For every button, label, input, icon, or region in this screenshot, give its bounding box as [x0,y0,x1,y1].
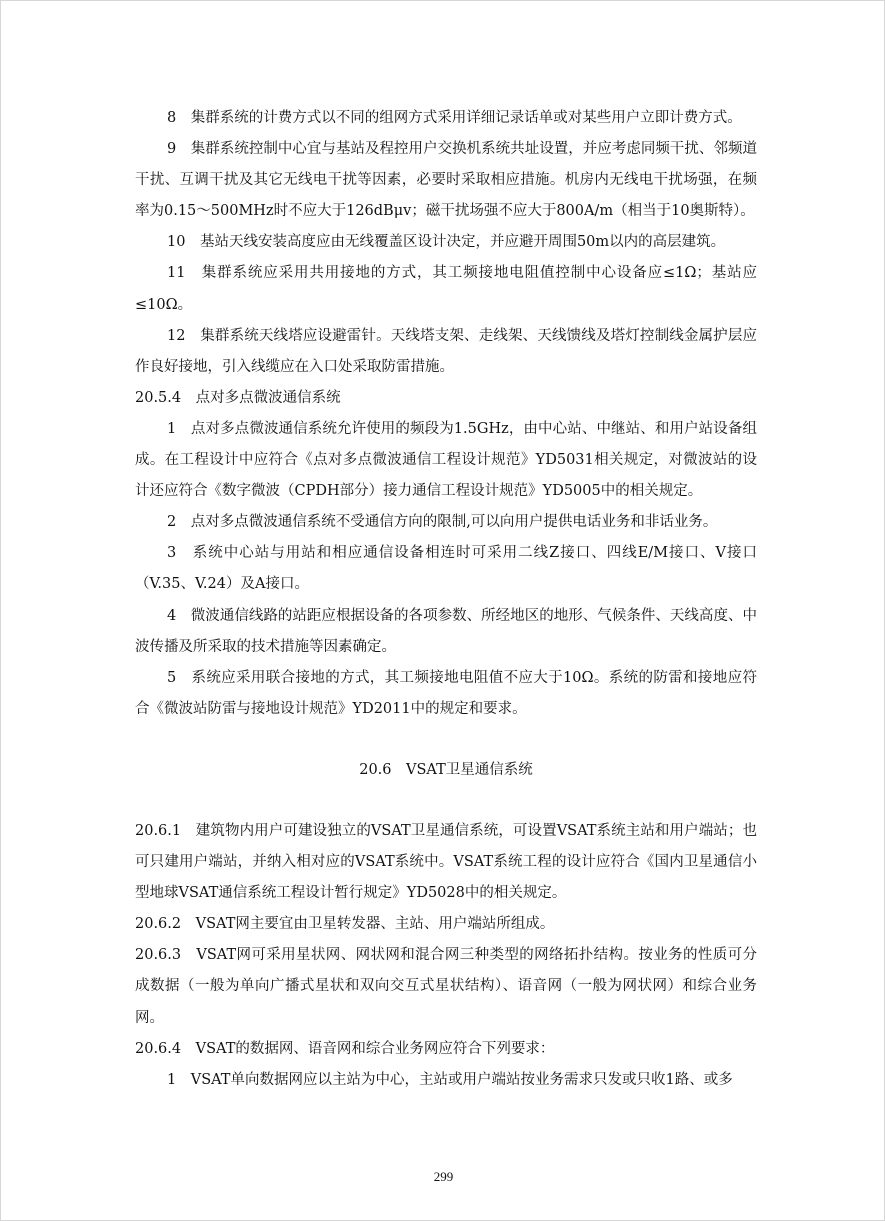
clause-20-6-4: 20.6.4 VSAT的数据网、语音网和综合业务网应符合下列要求： [135,1040,555,1057]
page-body [135,103,757,1096]
paragraph-item-10: 10 基站天线安装高度应由无线覆盖区设计决定，并应避开周围50m以内的高层建筑。 [167,234,726,251]
paragraph-item-9: 9 集群系统控制中心宜与基站及程控用户交换机系统共址设置，并应考虑同频干扰、邻频道干扰、互调干扰及其它无线电干扰等因素，必要时采取相应措施。机房内无线电干扰场强，在频率为0.15～500MHz时不应大于126dBμv；磁干扰场强不应大于800A/m（相当于10奥斯特）。 [135,141,757,220]
vsat-item-1: 1 VSAT单向数据网应以主站为中心，主站或用户端站按业务需求只发或只收1路、或多 [167,1071,733,1088]
microwave-item-5: 5 系统应采用联合接地的方式，其工频接地电阻值不应大于10Ω。系统的防雷和接地应符合《微波站防雷与接地设计规范》YD2011中的规定和要求。 [135,669,757,717]
paragraph-item-12: 12 集群系统天线塔应设避雷针。天线塔支架、走线架、天线馈线及塔灯控制线金属护层应作良好接地，引入线缆应在入口处采取防雷措施。 [135,327,757,375]
microwave-item-4: 4 微波通信线路的站距应根据设备的各项参数、所经地区的地形、气候条件、天线高度、中波传播及所采取的技术措施等因素确定。 [135,607,757,655]
section-heading-20-6: 20.6 VSAT卫星通信系统 [359,761,533,778]
clause-heading-20-5-4: 20.5.4 点对多点微波通信系统 [135,389,341,406]
clause-20-6-1: 20.6.1 建筑物内用户可建设独立的VSAT卫星通信系统，可设置VSAT系统主站和用户端站；也可只建用户端站，并纳入相对应的VSAT系统中。VSAT系统工程的设计应符合《国内卫星通信小型地球VSAT通信系统工程设计暂行规定》YD5028中的相关规定。 [135,822,757,902]
paragraph-item-8: 8 集群系统的计费方式以不同的组网方式采用详细记录话单或对某些用户立即计费方式。 [167,110,742,126]
clause-20-6-2: 20.6.2 VSAT网主要宜由卫星转发器、主站、用户端站所组成。 [135,916,555,933]
microwave-item-1: 1 点对多点微波通信系统允许使用的频段为1.5GHz，由中心站、中继站、和用户站设备组成。在工程设计中应符合《点对多点微波通信工程设计规范》YD5031相关规定，对微波站的设计还应符合《数字微波（CPDH部分）接力通信工程设计规范》YD5005中的相关规定。 [135,420,757,500]
microwave-item-2: 2 点对多点微波通信系统不受通信方向的限制,可以向用户提供电话业务和非话业务。 [167,514,718,531]
clause-20-6-3: 20.6.3 VSAT网可采用星状网、网状网和混合网三种类型的网络拓扑结构。按业务的性质可分成数据（一般为单向广播式星状和双向交互式星状结构）、语音网（一般为网状网）和综合业务网。 [135,947,757,1026]
paragraph-item-11: 11 集群系统应采用共用接地的方式，其工频接地电阻值控制中心设备应≤1Ω；基站应≤10Ω。 [135,265,757,313]
microwave-item-3: 3 系统中心站与用站和相应通信设备相连时可采用二线Z接口、四线E/M接口、V接口（V.35、V.24）及A接口。 [135,545,757,593]
page-number: 299 [433,1169,454,1184]
